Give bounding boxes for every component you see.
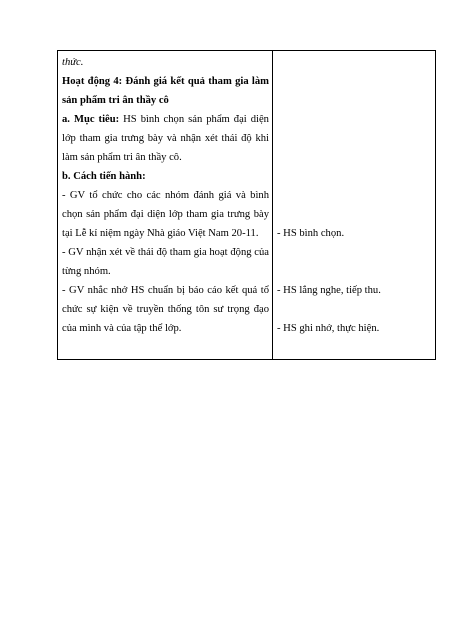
student-activity-cell xyxy=(273,51,436,360)
activity-title-line-2: sản phẩm tri ân thầy cô xyxy=(62,95,169,106)
activity-title-line-1: Hoạt động 4: Đánh giá kết quả tham gia làm xyxy=(62,76,269,87)
goal-label: a. Mục tiêu: xyxy=(62,114,120,125)
step3-line-1: - GV nhắc nhở HS chuẩn bị báo cáo kết quả tổ xyxy=(62,285,269,296)
student-response-2: - HS lắng nghe, tiếp thu. xyxy=(277,285,381,296)
goal-line-1 xyxy=(62,113,269,126)
lesson-plan-table xyxy=(57,50,436,360)
table-row xyxy=(58,51,436,360)
step1-line-3: tại Lễ kỉ niệm ngày Nhà giáo Việt Nam 20-11. xyxy=(62,228,259,239)
step3-line-2: chức sự kiện về truyền thống tôn sư trọng đạo xyxy=(62,304,269,315)
step3-line-3: của mình và của tập thể lớp. xyxy=(62,323,182,334)
student-response-3: - HS ghi nhớ, thực hiện. xyxy=(277,323,380,334)
step1-line-2: chọn sản phẩm đại diện lớp tham gia trưng bày xyxy=(62,209,269,220)
step2-line-2: từng nhóm. xyxy=(62,266,111,277)
continued-text: thức. xyxy=(62,57,84,68)
goal-line-2: lớp tham gia trưng bày và nhận xét thái độ khi xyxy=(62,133,269,144)
goal-text: HS bình chọn sản phẩm đại diện xyxy=(119,114,269,125)
method-label: b. Cách tiến hành: xyxy=(62,171,146,182)
goal-line-3: làm sản phẩm tri ân thầy cô. xyxy=(62,152,182,163)
step1-line-1: - GV tổ chức cho các nhóm đánh giá và bình xyxy=(62,190,269,201)
step2-line-1: - GV nhận xét về thái độ tham gia hoạt động của xyxy=(62,247,269,258)
student-response-1: - HS bình chọn. xyxy=(277,228,345,239)
teacher-activity-cell xyxy=(58,51,273,360)
